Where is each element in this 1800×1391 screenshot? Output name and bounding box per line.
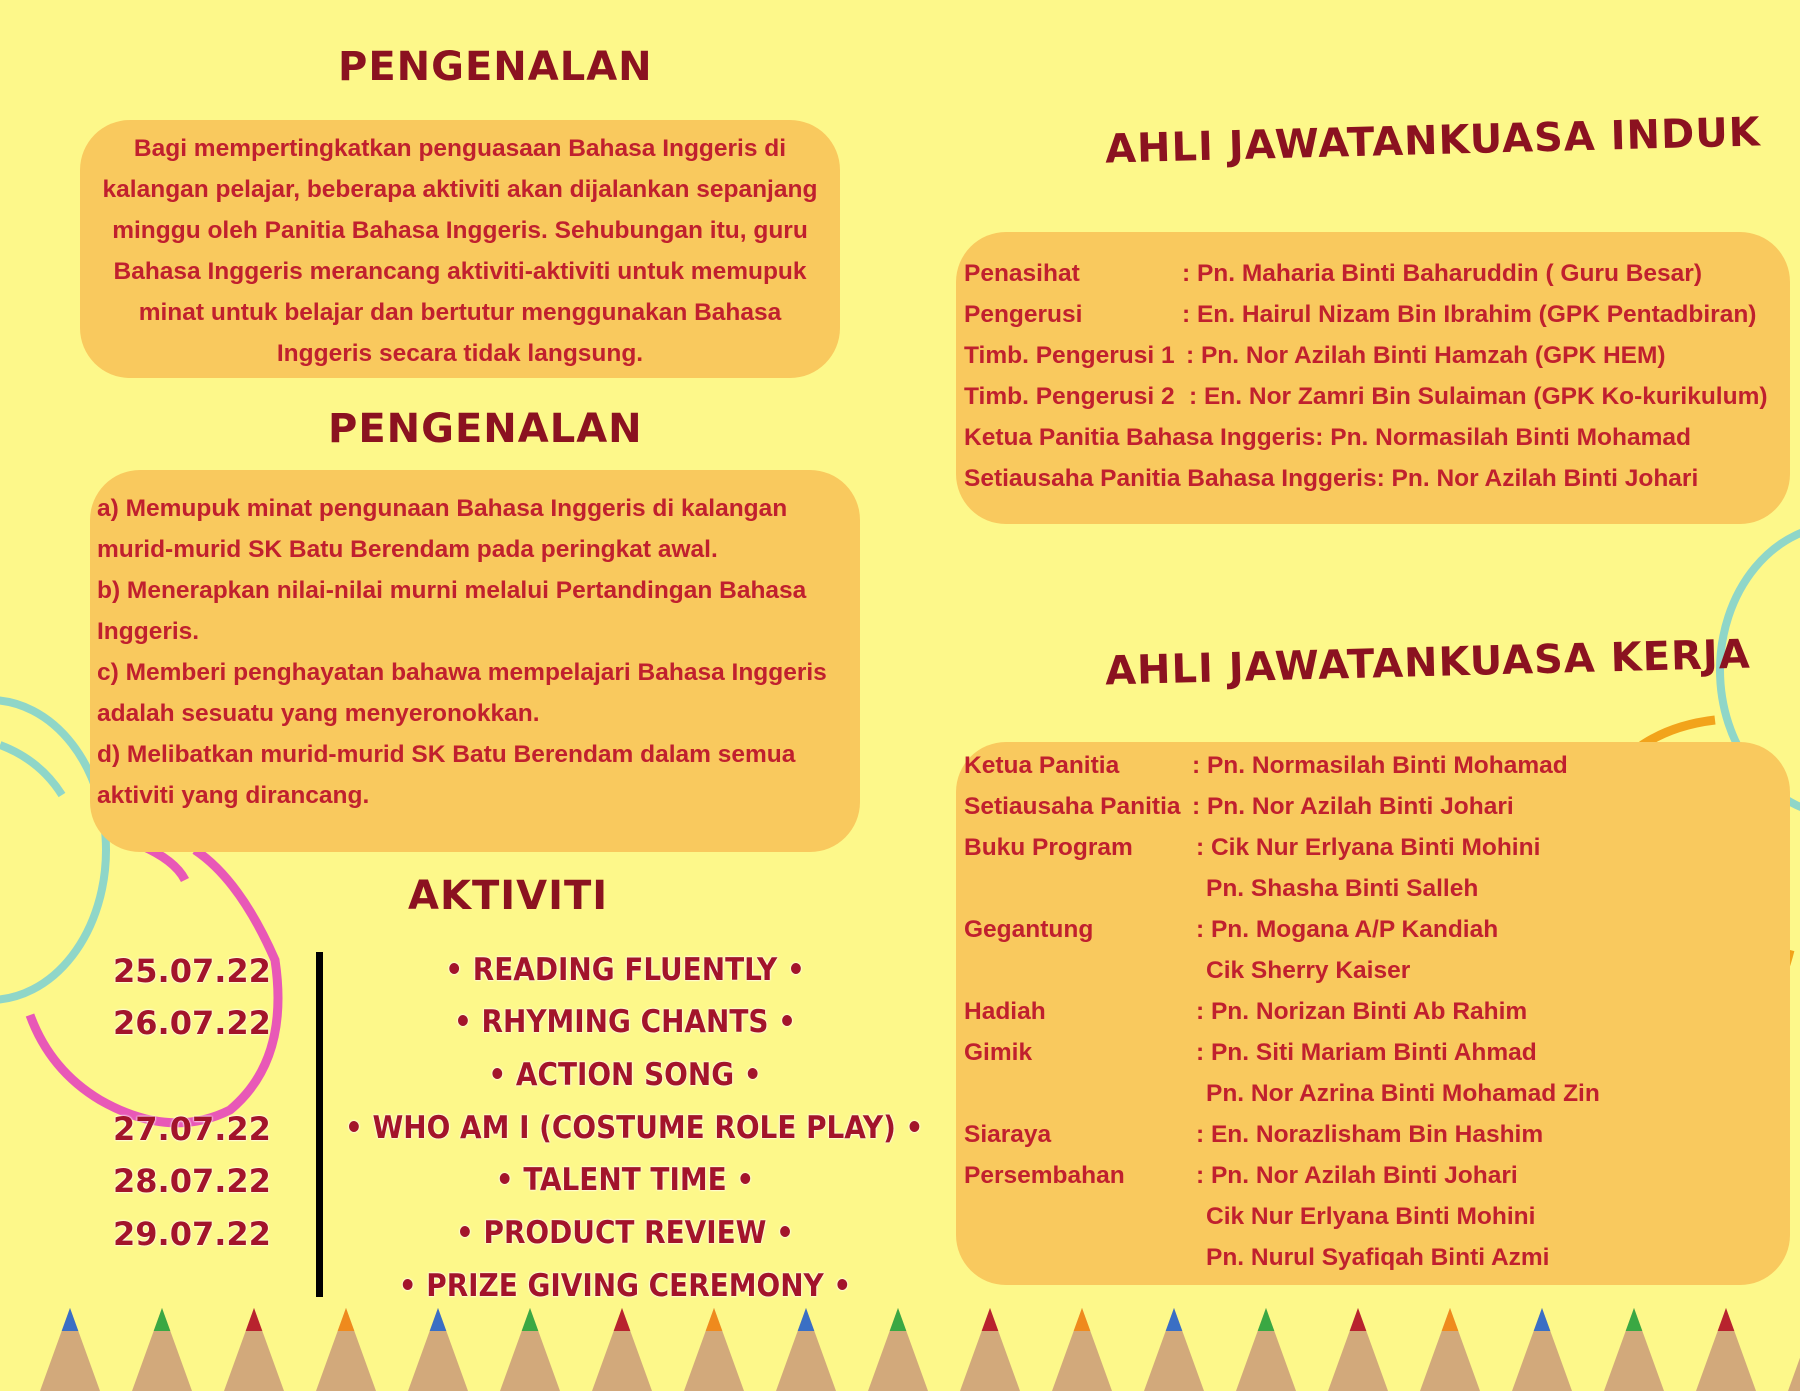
pencil-tip-icon	[154, 1308, 171, 1331]
pencil-tip-icon	[1534, 1308, 1551, 1331]
role-label: Ketua Panitia	[964, 752, 1120, 779]
member-name: : Pn. Nor Azilah Binti Johari	[1192, 793, 1514, 820]
intro-line: minat untuk belajar dan bertutur menggunakan Bahasa	[138, 299, 782, 326]
member-name: : Pn. Siti Mariam Binti Ahmad	[1196, 1039, 1537, 1066]
pencil-tip-icon	[1074, 1308, 1091, 1331]
role-label: Timb. Pengerusi 1	[964, 342, 1175, 369]
role-label: Gimik	[964, 1039, 1033, 1066]
pencil-tip-icon	[1442, 1308, 1459, 1331]
intro-line: kalangan pelajar, beberapa aktiviti akan dijalankan sepanjang	[102, 176, 818, 203]
pencil-tip-icon	[430, 1308, 447, 1331]
objective-heading: PENGENALAN	[328, 406, 643, 452]
pencil-tip-icon	[1166, 1308, 1183, 1331]
pencil-tip-icon	[62, 1308, 79, 1331]
activity-item: • PRODUCT REVIEW •	[455, 1215, 794, 1251]
role-label: Hadiah	[964, 998, 1046, 1025]
pencil-tip-icon	[1718, 1308, 1735, 1331]
role-label: Buku Program	[964, 834, 1133, 861]
pencil-tip-icon	[614, 1308, 631, 1331]
activity-item: • READING FLUENTLY •	[445, 952, 805, 988]
member-name: Cik Sherry Kaiser	[1206, 957, 1411, 984]
role-label: Gegantung	[964, 916, 1094, 943]
activity-item: • ACTION SONG •	[488, 1057, 762, 1093]
intro-line: Bahasa Inggeris merancang aktiviti-aktiviti untuk memupuk	[113, 258, 807, 285]
activity-date: 25.07.22	[113, 952, 271, 990]
objective-box	[90, 470, 860, 852]
activity-date: 27.07.22	[113, 1110, 271, 1148]
role-label: Pengerusi	[964, 301, 1083, 328]
activity-item: • WHO AM I (COSTUME ROLE PLAY) •	[345, 1110, 924, 1146]
intro-box	[80, 120, 840, 378]
work-committee-heading: AHLI JAWATANKUASA KERJA	[1104, 631, 1752, 695]
objective-line: b) Menerapkan nilai-nilai murni melalui Pertandingan Bahasa	[97, 577, 807, 604]
role-label: Setiausaha Panitia	[964, 793, 1181, 820]
member-name: : Pn. Norizan Binti Ab Rahim	[1196, 998, 1528, 1025]
objective-line: d) Melibatkan murid-murid SK Batu Berendam dalam semua	[97, 741, 796, 768]
activity-date: 28.07.22	[113, 1162, 271, 1200]
pencil-tip-icon	[1350, 1308, 1367, 1331]
role-label: Siaraya	[964, 1121, 1052, 1148]
pencil-tip-icon	[338, 1308, 355, 1331]
intro-line: minggu oleh Panitia Bahasa Inggeris. Sehubungan itu, guru	[112, 217, 808, 244]
pencil-tip-icon	[706, 1308, 723, 1331]
activity-date: 26.07.22	[113, 1004, 271, 1042]
pencil-tip-icon	[798, 1308, 815, 1331]
activity-date: 29.07.22	[113, 1215, 271, 1253]
member-name: Pn. Shasha Binti Salleh	[1206, 875, 1479, 902]
pencil-tip-icon	[890, 1308, 907, 1331]
member-name: Pn. Nurul Syafiqah Binti Azmi	[1206, 1244, 1550, 1271]
main-committee-box	[956, 232, 1790, 524]
role-label: Persembahan	[964, 1162, 1125, 1189]
pencil-icon	[1788, 1308, 1800, 1391]
role-label: Penasihat	[964, 260, 1080, 287]
objective-line: aktiviti yang dirancang.	[97, 782, 370, 809]
activity-item: • PRIZE GIVING CEREMONY •	[398, 1268, 852, 1304]
member-name: : En. Nor Zamri Bin Sulaiman (GPK Ko-kurikulum)	[1189, 383, 1768, 410]
member-name: : En. Hairul Nizam Bin Ibrahim (GPK Pentadbiran)	[1182, 301, 1757, 328]
objective-line: Inggeris.	[97, 618, 200, 645]
member-name: : Pn. Nor Azilah Binti Johari	[1196, 1162, 1518, 1189]
member-name: : Pn. Nor Azilah Binti Hamzah (GPK HEM)	[1186, 342, 1666, 369]
objective-text	[90, 470, 860, 816]
pencil-tip-icon	[1258, 1308, 1275, 1331]
objective-line: murid-murid SK Batu Berendam pada peringkat awal.	[97, 536, 718, 563]
pencil-tip-icon	[1626, 1308, 1643, 1331]
pencil-tip-icon	[246, 1308, 263, 1331]
main-committee-heading: AHLI JAWATANKUASA INDUK	[1104, 109, 1762, 173]
intro-text	[80, 120, 840, 374]
member-name: : Pn. Normasilah Binti Mohamad	[1192, 752, 1568, 779]
activity-item: • RHYMING CHANTS •	[454, 1004, 796, 1040]
role-label: Setiausaha Panitia Bahasa Inggeris: Pn. Nor Azilah Binti Johari	[964, 465, 1699, 492]
role-label: Ketua Panitia Bahasa Inggeris: Pn. Normasilah Binti Mohamad	[964, 424, 1691, 451]
member-name: : En. Norazlisham Bin Hashim	[1196, 1121, 1544, 1148]
pencil-tip-icon	[522, 1308, 539, 1331]
objective-line: a) Memupuk minat pengunaan Bahasa Inggeris di kalangan	[97, 495, 788, 522]
pencil-border-icon	[0, 1308, 1800, 1391]
intro-line: Inggeris secara tidak langsung.	[276, 340, 644, 367]
pencil-tip-icon	[982, 1308, 999, 1331]
intro-heading: PENGENALAN	[338, 44, 653, 90]
objective-line: c) Memberi penghayatan bahawa mempelajari Bahasa Inggeris	[97, 659, 827, 686]
member-name: : Cik Nur Erlyana Binti Mohini	[1196, 834, 1541, 861]
objective-line: adalah sesuatu yang menyeronokkan.	[97, 700, 540, 727]
member-name: Cik Nur Erlyana Binti Mohini	[1206, 1203, 1536, 1230]
member-name: Pn. Nor Azrina Binti Mohamad Zin	[1206, 1080, 1600, 1107]
activity-heading: AKTIVITI	[408, 873, 609, 919]
work-committee-box	[956, 742, 1790, 1285]
member-name: : Pn. Mogana A/P Kandiah	[1196, 916, 1499, 943]
activity-item: • TALENT TIME •	[495, 1162, 755, 1198]
intro-line: Bagi mempertingkatkan penguasaan Bahasa Inggeris di	[133, 135, 787, 162]
timeline-divider	[316, 952, 323, 1297]
member-name: : Pn. Maharia Binti Baharuddin ( Guru Besar)	[1182, 260, 1703, 287]
role-label: Timb. Pengerusi 2	[964, 383, 1175, 410]
